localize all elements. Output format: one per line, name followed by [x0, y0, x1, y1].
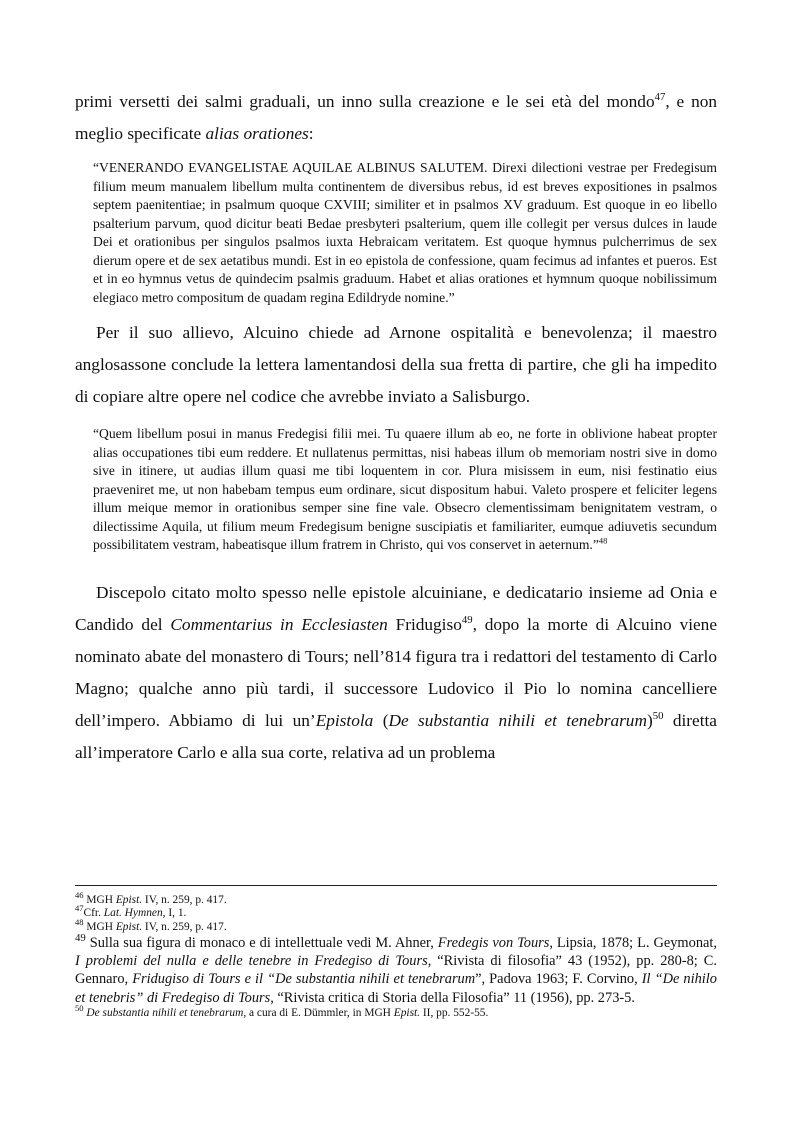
paragraph-1	[75, 86, 717, 150]
paragraph-1-text: primi versetti dei salmi graduali, un inno sulla creazione e le sei età del mondo	[75, 92, 655, 111]
footnotes	[75, 885, 717, 1020]
footnote-text: , Lipsia, 1878; L. Geymonat,	[549, 934, 717, 951]
footnote-text: , I, 1.	[162, 907, 187, 920]
footnote-italic: Lat. Hymnen	[103, 907, 163, 920]
paragraph-3-text-2: Fridugiso	[387, 614, 462, 634]
footnote-text: Cfr.	[83, 907, 104, 920]
footnote-divider	[75, 885, 717, 886]
footnote-number: 49	[75, 932, 86, 945]
footnote-49	[75, 934, 717, 1007]
footnote-text: IV, n. 259, p. 417.	[142, 894, 227, 906]
quote-2-text: “Quem libellum posui in manus Fredegisi filii mei. Tu quaere illum ab eo, ne forte in oblivione habeat propter alias occupationes tibi eum reddere. Et nullatenus permittas, nisi habeas illum ob memoriam nostri sive in domo sive in itinere, ut audias illum quasi me tibi loquentem in cor. Plura misissem in eum, nisi festinatio eius praeveniret me, ut non habebam tempus eum ordinare, sicut dispositum habui. Valeto prospere et feliciter legens illum meique memor in orationibus semper sine fine vale. Obsecro clementissimam benignitatem vestram, o dilectissime Aquila, ut filium meum Fredegisum benigne suscipiatis et familiariter, eumque adiuvetis secundum possibilitatem vestram, habeatisque illum fratrem in Christo, qui vos conservet in aeternum.”	[93, 426, 717, 552]
footnote-text: MGH	[83, 920, 116, 933]
footnote-text: , a cura di E. Dümmler, in MGH	[243, 1006, 394, 1019]
paragraph-3-text-4: diretta all’imperatore Carlo e alla sua corte, relativa ad un problema	[75, 710, 717, 762]
footnote-47	[75, 903, 717, 920]
footnote-text: MGH	[83, 894, 116, 906]
footnote-text: II, pp. 552-55.	[420, 1006, 489, 1019]
footnote-italic: Epist.	[115, 920, 143, 933]
footnote-italic: De substantia nihili et tenebrarum	[83, 1006, 244, 1019]
footnote-46	[75, 890, 717, 907]
footnote-italic: Epist.	[393, 1006, 421, 1019]
footnote-number: 47	[75, 903, 84, 914]
quote-2	[93, 425, 717, 555]
paragraph-3-italic-epistola: Epistola	[315, 710, 374, 730]
paragraph-3-italic-de-substantia: De substantia nihili et tenebrarum	[388, 710, 647, 730]
footnote-text: Sulla sua figura di monaco e di intellettuale vedi M. Ahner,	[85, 934, 438, 951]
footnote-italic: I problemi del nulla e delle tenebre in Fredegiso di Tours	[75, 953, 428, 970]
main-text	[75, 86, 717, 769]
footnote-ref-50[interactable]: 50	[652, 709, 664, 722]
paragraph-3-text: Discepolo citato molto spesso nelle epistole alcuiniane, e dedicatario insieme ad Onia e Candido del	[75, 582, 717, 634]
footnote-ref-48[interactable]: 48	[598, 535, 608, 546]
footnote-text: IV, n. 259, p. 417.	[142, 920, 227, 933]
paragraph-3	[75, 577, 717, 769]
paragraph-1-text-2: , e non meglio specificate	[75, 92, 717, 143]
paragraph-3-paren-close: )	[646, 710, 653, 730]
footnote-ref-49[interactable]: 49	[461, 613, 473, 626]
footnote-italic: Il “De nihilo et tenebris” di Fredegiso di Tours	[75, 971, 717, 1006]
footnote-48	[75, 916, 717, 934]
paragraph-3-text-3: , dopo la morte di Alcuino viene nominato abate del monastero di Tours; nell’814 figura tra i redattori del testamento di Carlo Magno; qualche anno più tardi, il successore Ludovico il Pio lo nomina cancelliere dell’impero. Abbiamo di lui un’	[75, 614, 717, 730]
quote-1: “VENERANDO EVANGELISTAE AQUILAE ALBINUS SALUTEM. Direxi dilectioni vestrae per Fredegisum filium meum manualem libellum multa continentem de diversibus rebus, id est breves expositiones in psalmos septem paenitentiae; in psalmum quoque CXVIII; similiter et in psalmos XV graduum. Est quoque in eo libello psalterium parvum, quod dicitur beati Bedae presbyteri psalterium, quem ille collegit per versus dulces in laude Dei et orationibus per singulos psalmos iuxta Hebraicam veritatem. Est quoque hymnus pulcherrimus de sex dierum opere et de sex aetatibus mundi. Est in eo epistola de confessione, quam fecimus ad infantes et pueros. Est et in eo hymnus vetus de quindecim psalmis graduum. Habet et alias orationes et hymnum quoque nobilissimum elegiaco metro compositum de quadam regina Edildryde nomine.”	[93, 160, 717, 305]
footnote-text: ”, Padova 1963; F. Corvino,	[475, 971, 642, 988]
footnote-number: 46	[75, 890, 84, 901]
paragraph-1-colon: :	[308, 124, 314, 143]
footnote-number: 50	[75, 1002, 84, 1013]
footnote-text: , “Rivista critica di Storia della Filosofia” 11 (1956), pp. 273-5.	[270, 989, 635, 1006]
footnote-italic: Fridugiso di Tours e il “De substantia nihili et tenebrarum	[132, 971, 476, 988]
paragraph-3-paren: (	[373, 710, 389, 730]
paragraph-2: Per il suo allievo, Alcuino chiede ad Arnone ospitalità e benevolenza; il maestro anglosassone conclude la lettera lamentandosi della sua fretta di partire, che gli ha impedito di copiare altre opere nel codice che avrebbe inviato a Salisburgo.	[75, 323, 717, 406]
footnote-50	[75, 1002, 717, 1020]
footnote-italic: Fredegis von Tours	[437, 934, 550, 951]
footnote-ref-47[interactable]: 47	[654, 91, 666, 104]
footnote-text: , “Rivista di filosofia” 43 (1952), pp. 280-8; C. Gennaro,	[75, 953, 717, 988]
paragraph-1-italic: alias orationes	[205, 124, 309, 143]
footnote-number: 48	[75, 916, 84, 927]
footnote-italic: Epist.	[115, 894, 143, 906]
paragraph-3-italic-title: Commentarius in Ecclesiasten	[170, 614, 388, 634]
